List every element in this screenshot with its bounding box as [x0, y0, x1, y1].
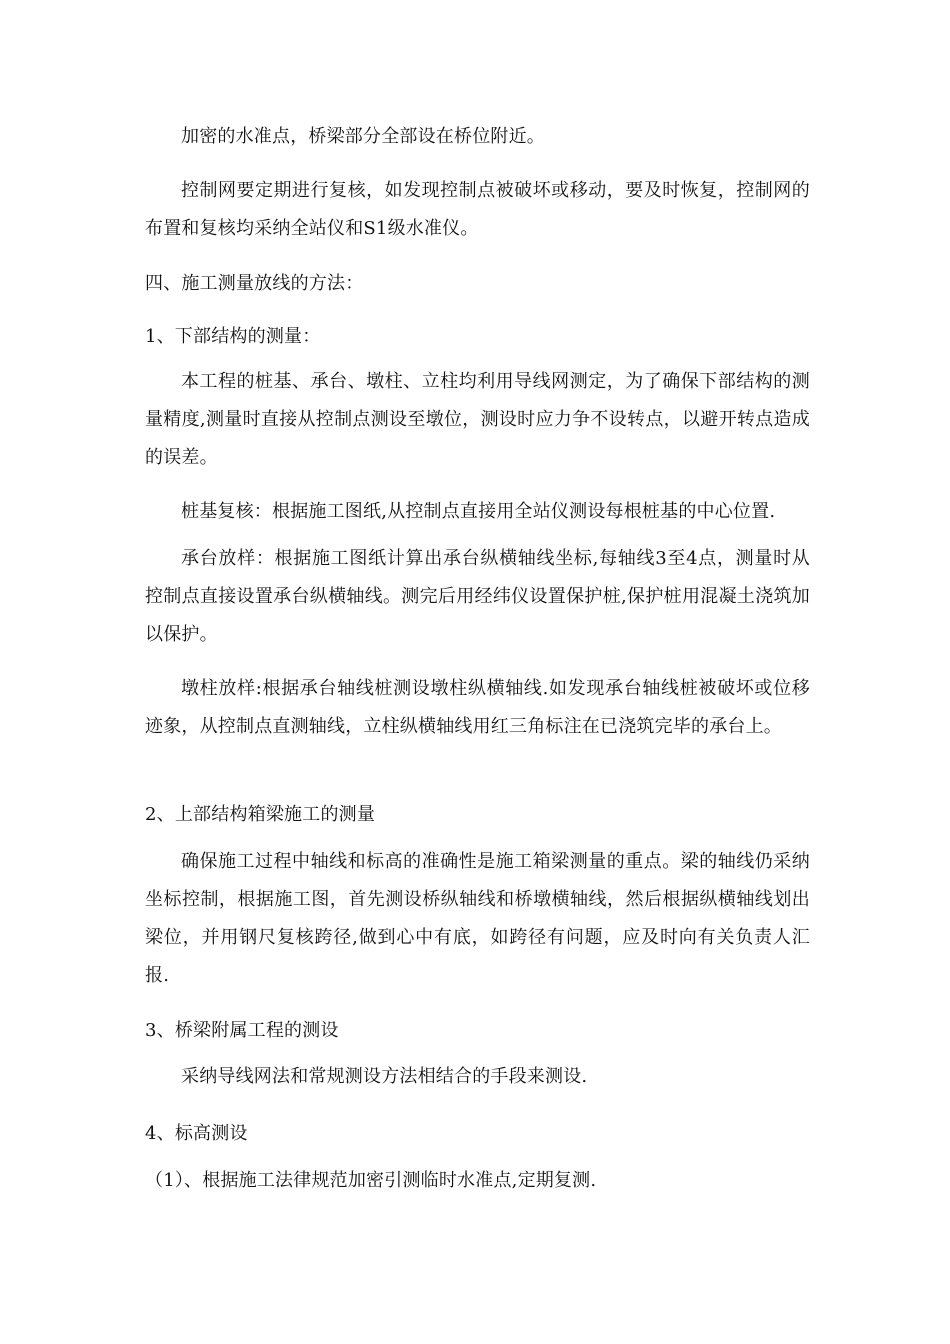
paragraph-pile-check: 桩基复核：根据施工图纸,从控制点直接用全站仪测设每根桩基的中心位置.	[181, 501, 776, 522]
paragraph-pier-layout: 墩柱放样:根据承台轴线桩测设墩柱纵横轴线.如发现承台轴线桩被破坏或位移迹象，从控制点直测轴线，立柱纵横轴线用红三角标注在已浇筑完毕的承台上。	[145, 678, 810, 737]
section-heading-survey-method: 四、施工测量放线的方法：	[145, 273, 364, 294]
paragraph-box-girder-survey: 确保施工过程中轴线和标高的准确性是施工箱梁测量的重点。梁的轴线仍采纳坐标控制，根据施工图，首先测设桥纵轴线和桥墩横轴线，然后根据纵横轴线划出梁位，并用钢尺复核跨径,做到心中有底，如跨径有问题，应及时向有关负责人汇报.	[145, 851, 810, 986]
subheading-substructure: 1、下部结构的测量：	[145, 326, 321, 347]
subheading-ancillary-works: 3、桥梁附属工程的测设	[145, 1020, 339, 1041]
subheading-elevation: 4、标高测设	[145, 1123, 248, 1144]
paragraph-substructure-survey: 本工程的桩基、承台、墩柱、立柱均利用导线网测定，为了确保下部结构的测量精度,测量时直接从控制点测设至墩位，测设时应力争不设转点，以避开转点造成的误差。	[145, 371, 810, 468]
paragraph-cap-layout: 承台放样：根据施工图纸计算出承台纵横轴线坐标,每轴线3至4点，测量时从控制点直接设置承台纵横轴线。测完后用经纬仪设置保护桩,保护桩用混凝土浇筑加以保护。	[145, 548, 810, 645]
paragraph-ancillary-method: 采纳导线网法和常规测设方法相结合的手段来测设.	[181, 1066, 588, 1087]
paragraph-control-network-check: 控制网要定期进行复核，如发现控制点被破坏或移动，要及时恢复，控制网的布置和复核均采纳全站仪和S1级水准仪。	[145, 180, 810, 239]
subheading-superstructure: 2、上部结构箱梁施工的测量	[145, 804, 376, 825]
list-item-elevation-1: （1）、根据施工法律规范加密引测临时水准点,定期复测.	[145, 1170, 597, 1191]
paragraph-benchmark-note: 加密的水准点，桥梁部分全部设在桥位附近。	[181, 126, 545, 147]
